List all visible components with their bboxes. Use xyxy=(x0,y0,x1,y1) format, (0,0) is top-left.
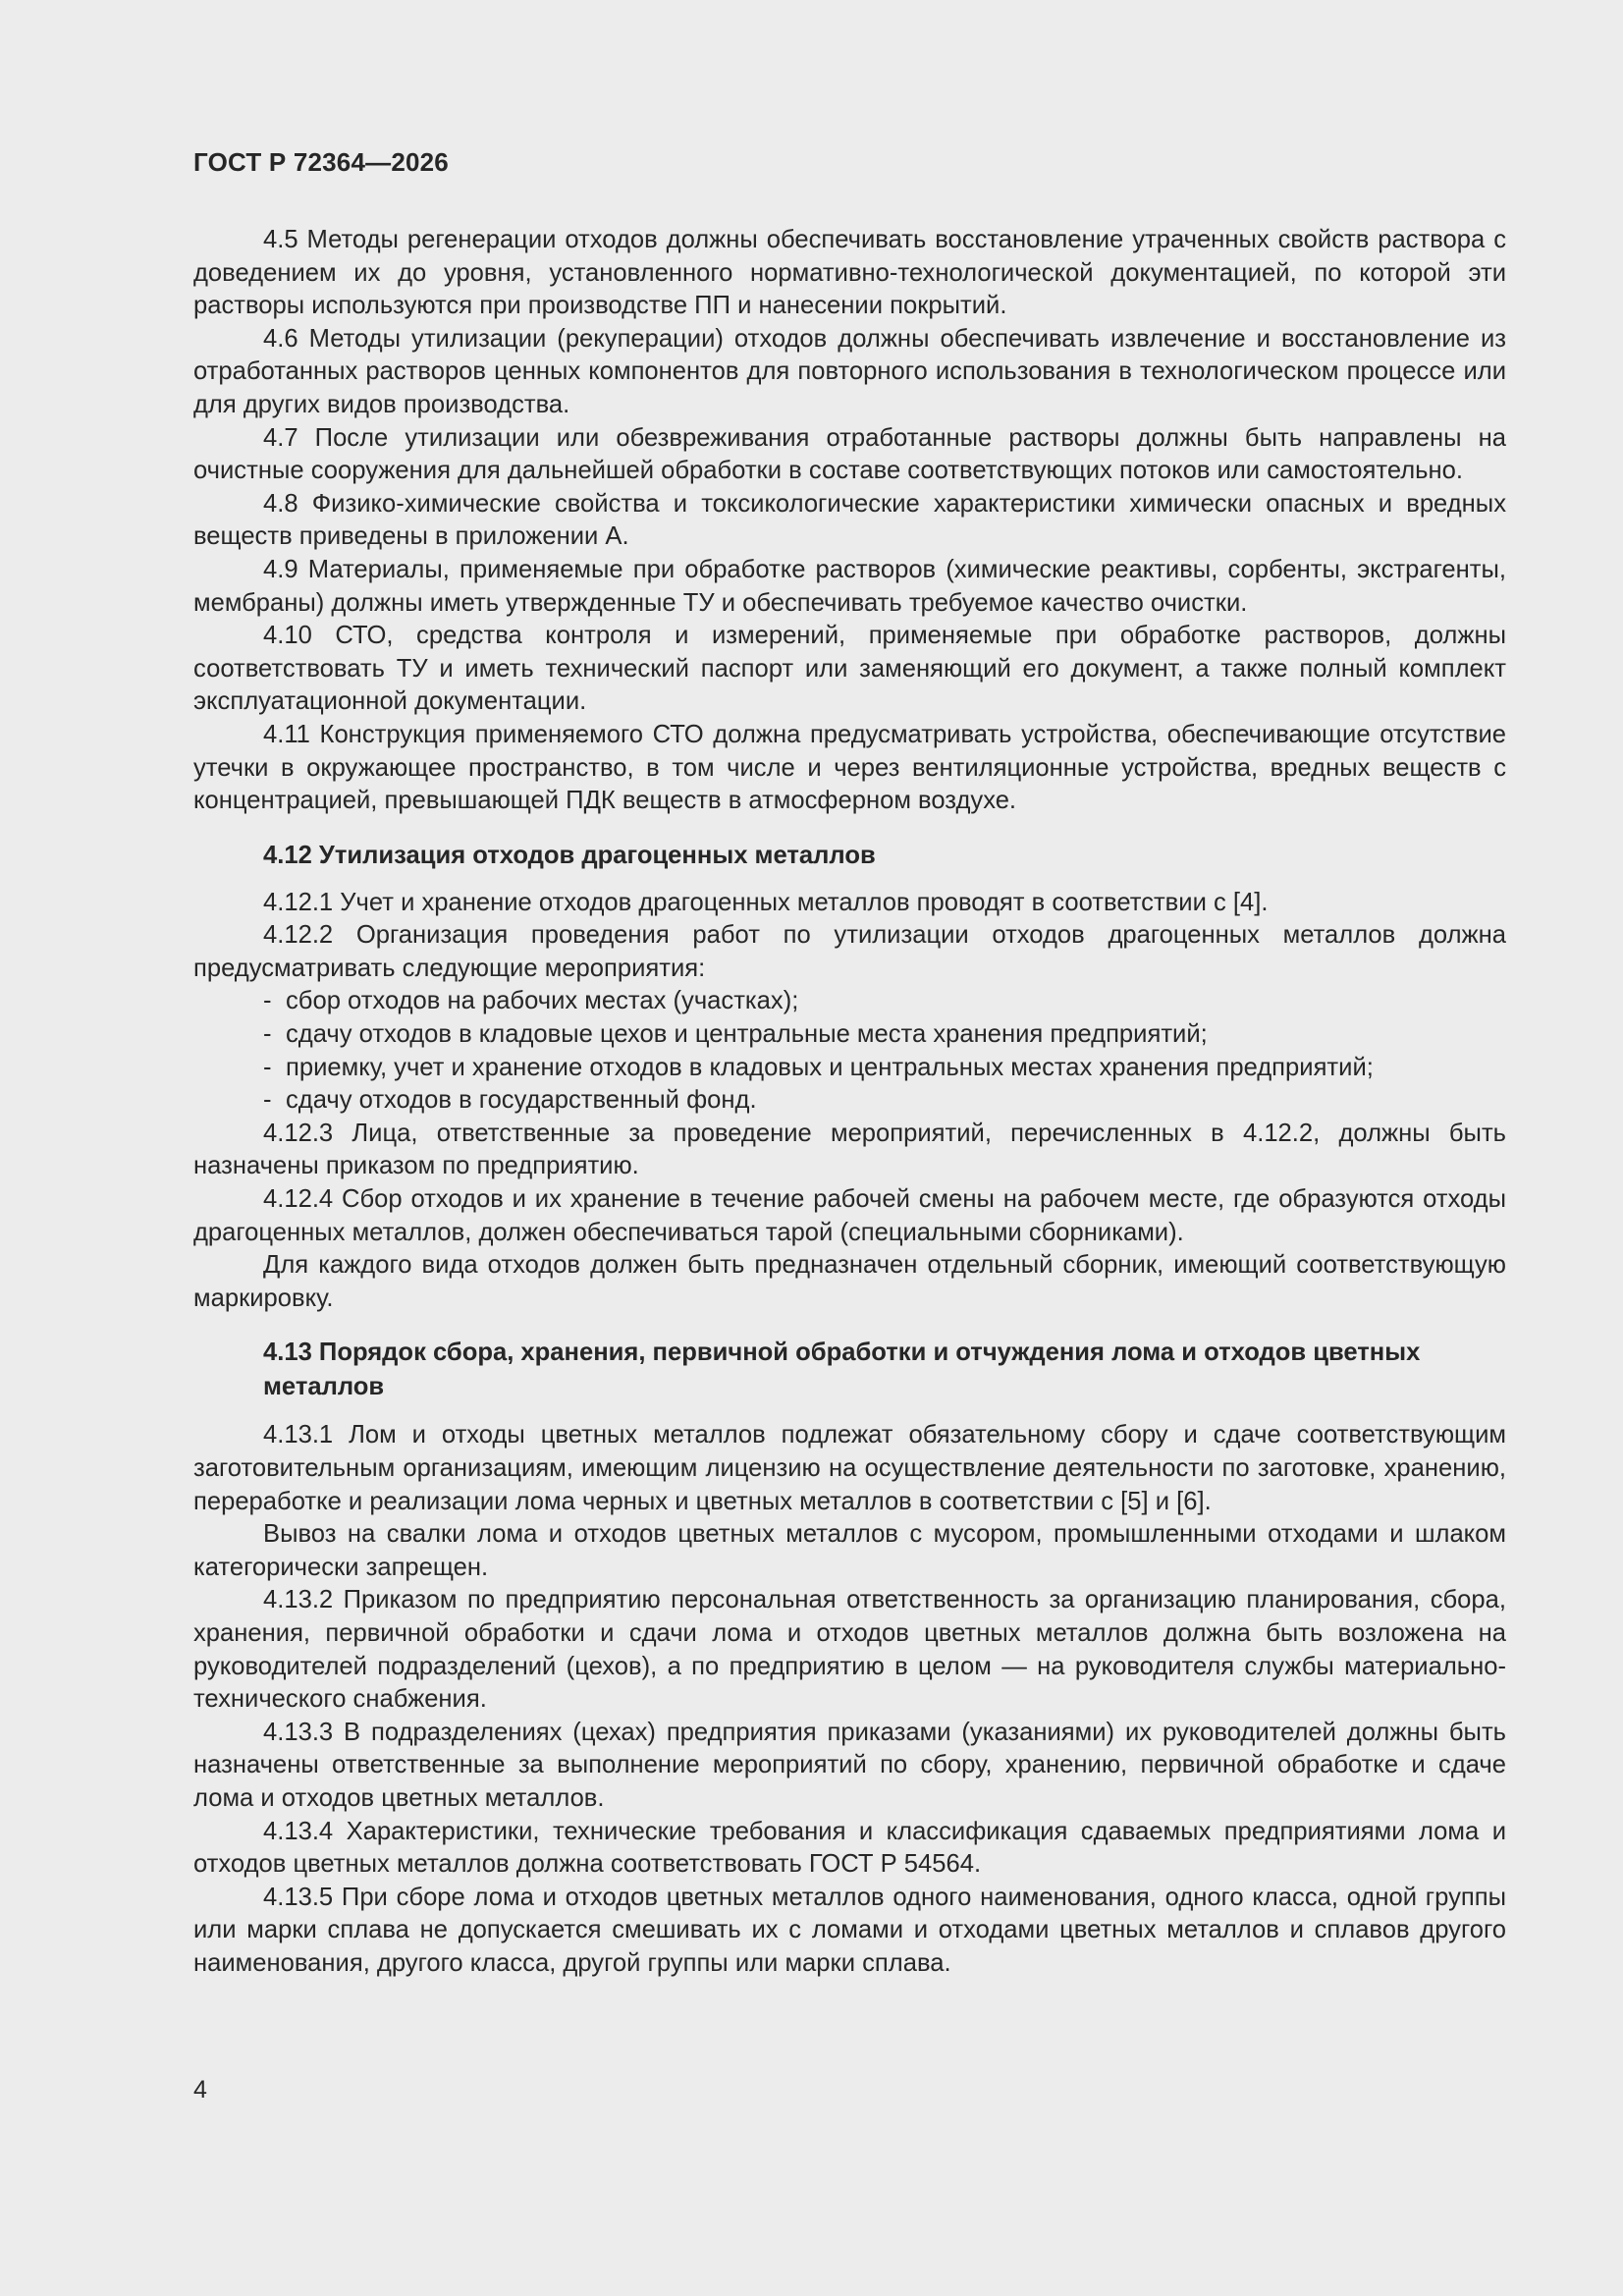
list-item-text: приемку, учет и хранение отходов в кладовых и центральных местах хранения предприятий; xyxy=(286,1053,1374,1081)
paragraph-4-6: 4.6 Методы утилизации (рекуперации) отходов должны обеспечивать извлечение и восстановление из отработанных растворов ценных компонентов для повторного использования в технологическом процессе или для других видов производства. xyxy=(193,324,1506,418)
paragraph-4-13-2: 4.13.2 Приказом по предприятию персональная ответственность за организацию планирования, сбора, хранения, первичной обработки и сдачи лома и отходов цветных металлов должна быть возложена на руководителей подразделений (цехов), а по предприятию в целом — на руководителя службы материально-технического снабжения. xyxy=(193,1586,1506,1714)
document-body xyxy=(193,224,1506,1981)
paragraph-4-11: 4.11 Конструкция применяемого СТО должна предусматривать устройства, обеспечивающие отсутствие утечки в окружающее пространство, в том числе и через вентиляционные устройства, вредных веществ с концентрацией, превышающей ПДК веществ в атмосферном воздухе. xyxy=(193,720,1506,815)
list-item-text: сдачу отходов в государственный фонд. xyxy=(286,1086,757,1115)
paragraph-4-9: 4.9 Материалы, применяемые при обработке растворов (химические реактивы, сорбенты, экстрагенты, мембраны) должны иметь утвержденные ТУ и обеспечивать требуемое качество очистки. xyxy=(193,555,1506,617)
page-number: 4 xyxy=(193,2076,207,2104)
section-heading-4-12: 4.12 Утилизация отходов драгоценных металлов xyxy=(263,841,876,869)
list-item-text: сбор отходов на рабочих местах (участках); xyxy=(286,987,799,1015)
list-item xyxy=(193,985,1506,1018)
list-item xyxy=(193,1052,1506,1085)
list-dash: - xyxy=(263,1053,272,1081)
list-dash: - xyxy=(263,987,272,1015)
paragraph-4-13-5: 4.13.5 При сборе лома и отходов цветных металлов одного наименования, одного класса, одной группы или марки сплава не допускается смешивать их с ломами и отходами цветных металлов и сплавов другого наименования, другого класса, другой группы или марки сплава. xyxy=(193,1883,1506,1977)
list-dash: - xyxy=(263,1020,272,1049)
paragraph-4-13-3: 4.13.3 В подразделениях (цехах) предприятия приказами (указаниями) их руководителей должны быть назначены ответственные за выполнение мероприятий по сбору, хранению, первичной обработке и сдаче лома и отходов цветных металлов. xyxy=(193,1718,1506,1812)
paragraph-4-12-3: 4.12.3 Лица, ответственные за проведение мероприятий, перечисленных в 4.12.2, должны быть назначены приказом по предприятию. xyxy=(193,1119,1506,1180)
document-code-header: ГОСТ Р 72364—2026 xyxy=(193,147,449,177)
list-item xyxy=(193,1084,1506,1118)
section-heading-4-13: 4.13 Порядок сбора, хранения, первичной обработки и отчуждения лома и отходов цветных металлов xyxy=(263,1339,1421,1401)
paragraph-4-13-1-continued: Вывоз на свалки лома и отходов цветных металлов с мусором, промышленными отходами и шлаком категорически запрещен. xyxy=(193,1520,1506,1581)
paragraph-4-13-4: 4.13.4 Характеристики, технические требования и классификация сдаваемых предприятиями лома и отходов цветных металлов должна соответствовать ГОСТ Р 54564. xyxy=(193,1817,1506,1879)
paragraph-4-13-1: 4.13.1 Лом и отходы цветных металлов подлежат обязательному сбору и сдаче соответствующим заготовительным организациям, имеющим лицензию на осуществление деятельности по заготовке, хранению, переработке и реализации лома черных и цветных металлов в соответствии с [5] и [6]. xyxy=(193,1421,1506,1515)
paragraph-4-7: 4.7 После утилизации или обезвреживания отработанные растворы должны быть направлены на очистные сооружения для дальнейшей обработки в составе соответствующих потоков или самостоятельно. xyxy=(193,423,1506,485)
list-item-text: сдачу отходов в кладовые цехов и центральные места хранения предприятий; xyxy=(286,1020,1208,1049)
list-dash: - xyxy=(263,1086,272,1115)
paragraph-4-12-4: 4.12.4 Сбор отходов и их хранение в течение рабочей смены на рабочем месте, где образуются отходы драгоценных металлов, должен обеспечиваться тарой (специальными сборниками). xyxy=(193,1185,1506,1246)
paragraph-4-12-4-continued: Для каждого вида отходов должен быть предназначен отдельный сборник, имеющий соответствующую маркировку. xyxy=(193,1251,1506,1312)
list-item xyxy=(193,1018,1506,1052)
paragraph-4-12-2: 4.12.2 Организация проведения работ по утилизации отходов драгоценных металлов должна предусматривать следующие мероприятия: xyxy=(193,921,1506,982)
paragraph-4-5: 4.5 Методы регенерации отходов должны обеспечивать восстановление утраченных свойств раствора с доведением их до уровня, установленного нормативно-технологической документацией, по которой эти растворы используются при производстве ПП и нанесении покрытий. xyxy=(193,226,1506,320)
measures-list xyxy=(193,985,1506,1117)
paragraph-4-12-1: 4.12.1 Учет и хранение отходов драгоценных металлов проводят в соответствии с [4]. xyxy=(263,888,1269,916)
paragraph-4-8: 4.8 Физико-химические свойства и токсикологические характеристики химически опасных и вредных веществ приведены в приложении А. xyxy=(193,489,1506,551)
paragraph-4-10: 4.10 СТО, средства контроля и измерений, применяемые при обработке растворов, должны соответствовать ТУ и иметь технический паспорт или заменяющий его документ, а также полный комплект эксплуатационной документации. xyxy=(193,622,1506,716)
